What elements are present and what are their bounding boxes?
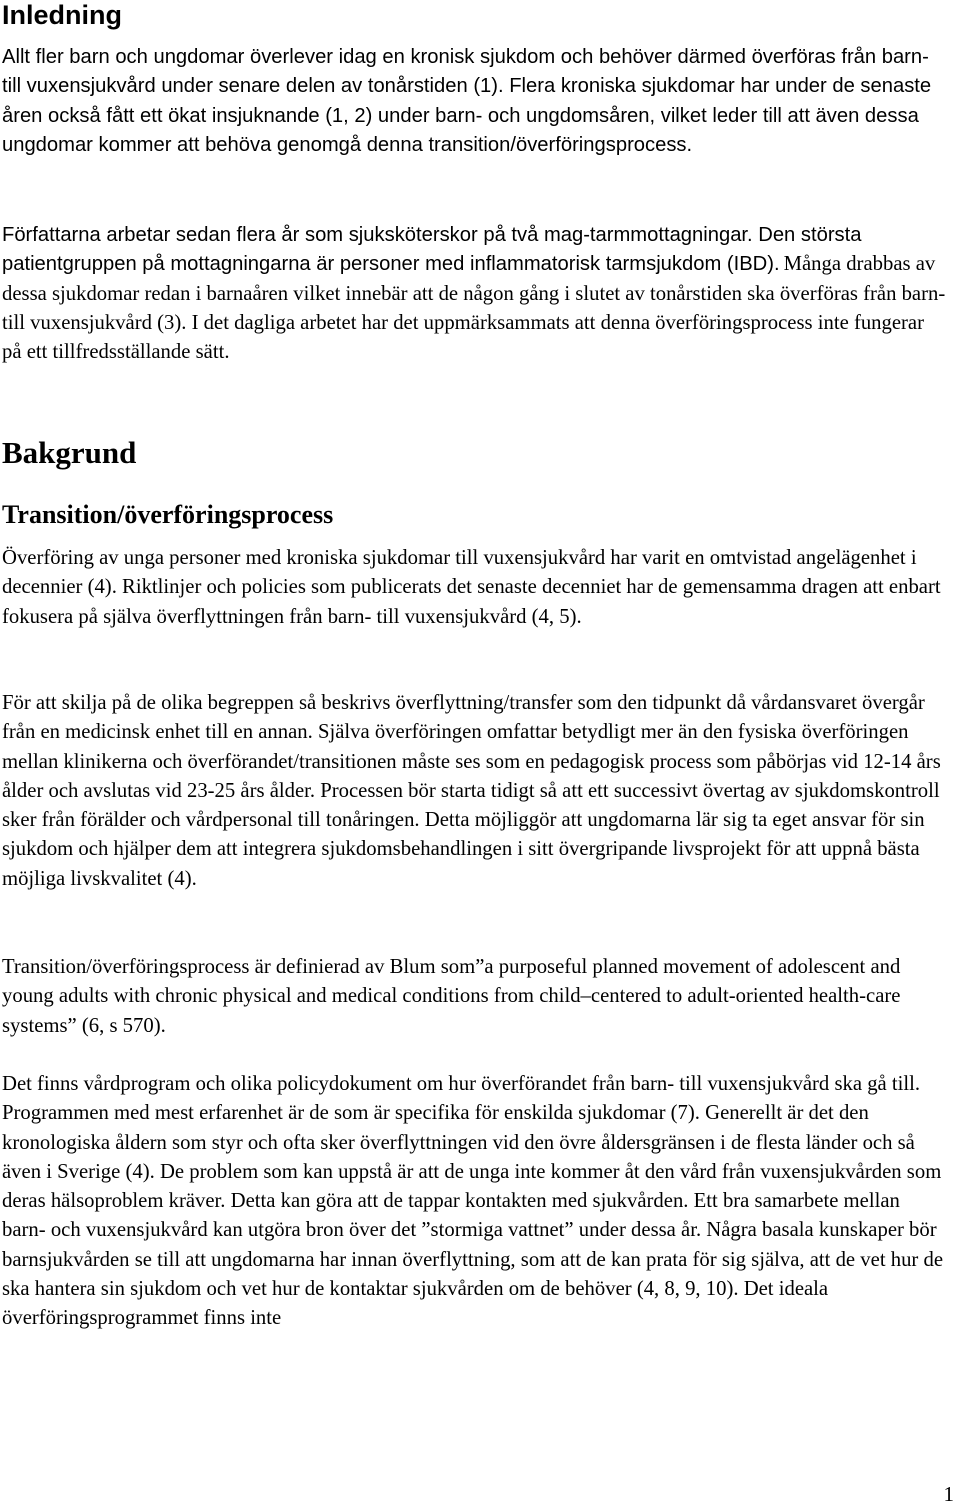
paragraph-bakgrund-3: Transition/överföringsprocess är definierad av Blum som”a purposeful planned movement of adolescent and young adults with chronic physical and medical conditions from child–centered to adult-oriented health-care systems” (6, s 570).	[2, 956, 901, 1037]
paragraph-bakgrund-4: Det finns vårdprogram och olika policydokument om hur överförandet från barn- till vuxensjukvård ska gå till. Programmen med mest erfarenhet är de som är specifika för enskilda sjukdomar (7). Generellt är det den kronologiska åldern som styr och ofta sker överflyttningen vid den övre åldersgränsen i de flesta länder och så även i Sverige (4). De problem som kan uppstå är att de unga inte kommer åt den vård från vuxensjukvården som deras hälsoproblem kräver. Detta kan göra att de tappar kontakten med sjukvården. Ett bra samarbete mellan barn- och vuxensjukvård kan utgöra bron över det ”stormiga vattnet” under dessa år. Några basala kunskaper bör barnsjukvården se till att ungdomarna har innan överflyttning, som att de kan prata för sig själva, att de vet hur de ska hantera sin sjukdom och vet hur de kontaktar sjukvården om de behöver (4, 8, 9, 10). Det ideala överföringsprogrammet finns inte	[2, 1073, 944, 1330]
subheading-transition: Transition/överföringsprocess	[2, 500, 334, 529]
page-number: 1	[943, 1482, 954, 1506]
heading-bakgrund: Bakgrund	[2, 435, 137, 470]
heading-inledning: Inledning	[2, 0, 122, 30]
paragraph-inledning-2	[2, 221, 947, 367]
paragraph-inledning-2-serif: Många drabbas av dessa sjukdomar redan i barnaåren vilket innebär att de någon gång i slutet av tonårstiden ska överföras från barn- till vuxensjukvård (3). I det dagliga arbetet har det uppmärksammats att denna överföringsprocess inte fungerar på ett tillfredsställande sätt.	[2, 253, 946, 364]
paragraph-inledning-2-sans: Författarna arbetar sedan flera år som sjuksköterskor på två mag-tarmmottagningar. Den största patientgruppen på mottagningarna är personer med inflammatorisk tarmsjukdom (IBD).	[2, 224, 862, 276]
paragraph-bakgrund-2: För att skilja på de olika begreppen så beskrivs överflyttning/transfer som den tidpunkt då vårdansvaret övergår från en medicinsk enhet till en annan. Själva överföringen omfattar betydligt mer än den fysiska överföringen mellan klinikerna och överförandet/transitionen måste ses som en pedagogisk process som påbörjas vid 12-14 års ålder och avslutas vid 23-25 års ålder. Processen bör starta tidigt så att ett successivt övertag av sjukdomskontroll sker från förälder och vårdpersonal till tonåringen. Detta möjliggör att ungdomarna lär sig ta eget ansvar för sin sjukdom och hjälper dem att integrera sjukdomsbehandlingen i sitt övergripande livsprojekt för att uppnå bästa möjliga livskvalitet (4).	[2, 692, 941, 890]
paragraph-bakgrund-1: Överföring av unga personer med kroniska sjukdomar till vuxensjukvård har varit en omtvistad angelägenhet i decennier (4). Riktlinjer och policies som publicerats det senaste decenniet har de gemensamma dragen att enbart fokusera på själva överflyttningen från barn- till vuxensjukvård (4, 5).	[2, 547, 941, 628]
paragraph-inledning-1: Allt fler barn och ungdomar överlever idag en kronisk sjukdom och behöver därmed överföras från barn- till vuxensjukvård under senare delen av tonårstiden (1). Flera kroniska sjukdomar har under de senaste åren också fått ett ökat insjuknande (1, 2) under barn- och ungdomsåren, vilket leder till att även dessa ungdomar kommer att behöva genomgå denna transition/överföringsprocess.	[2, 46, 932, 156]
